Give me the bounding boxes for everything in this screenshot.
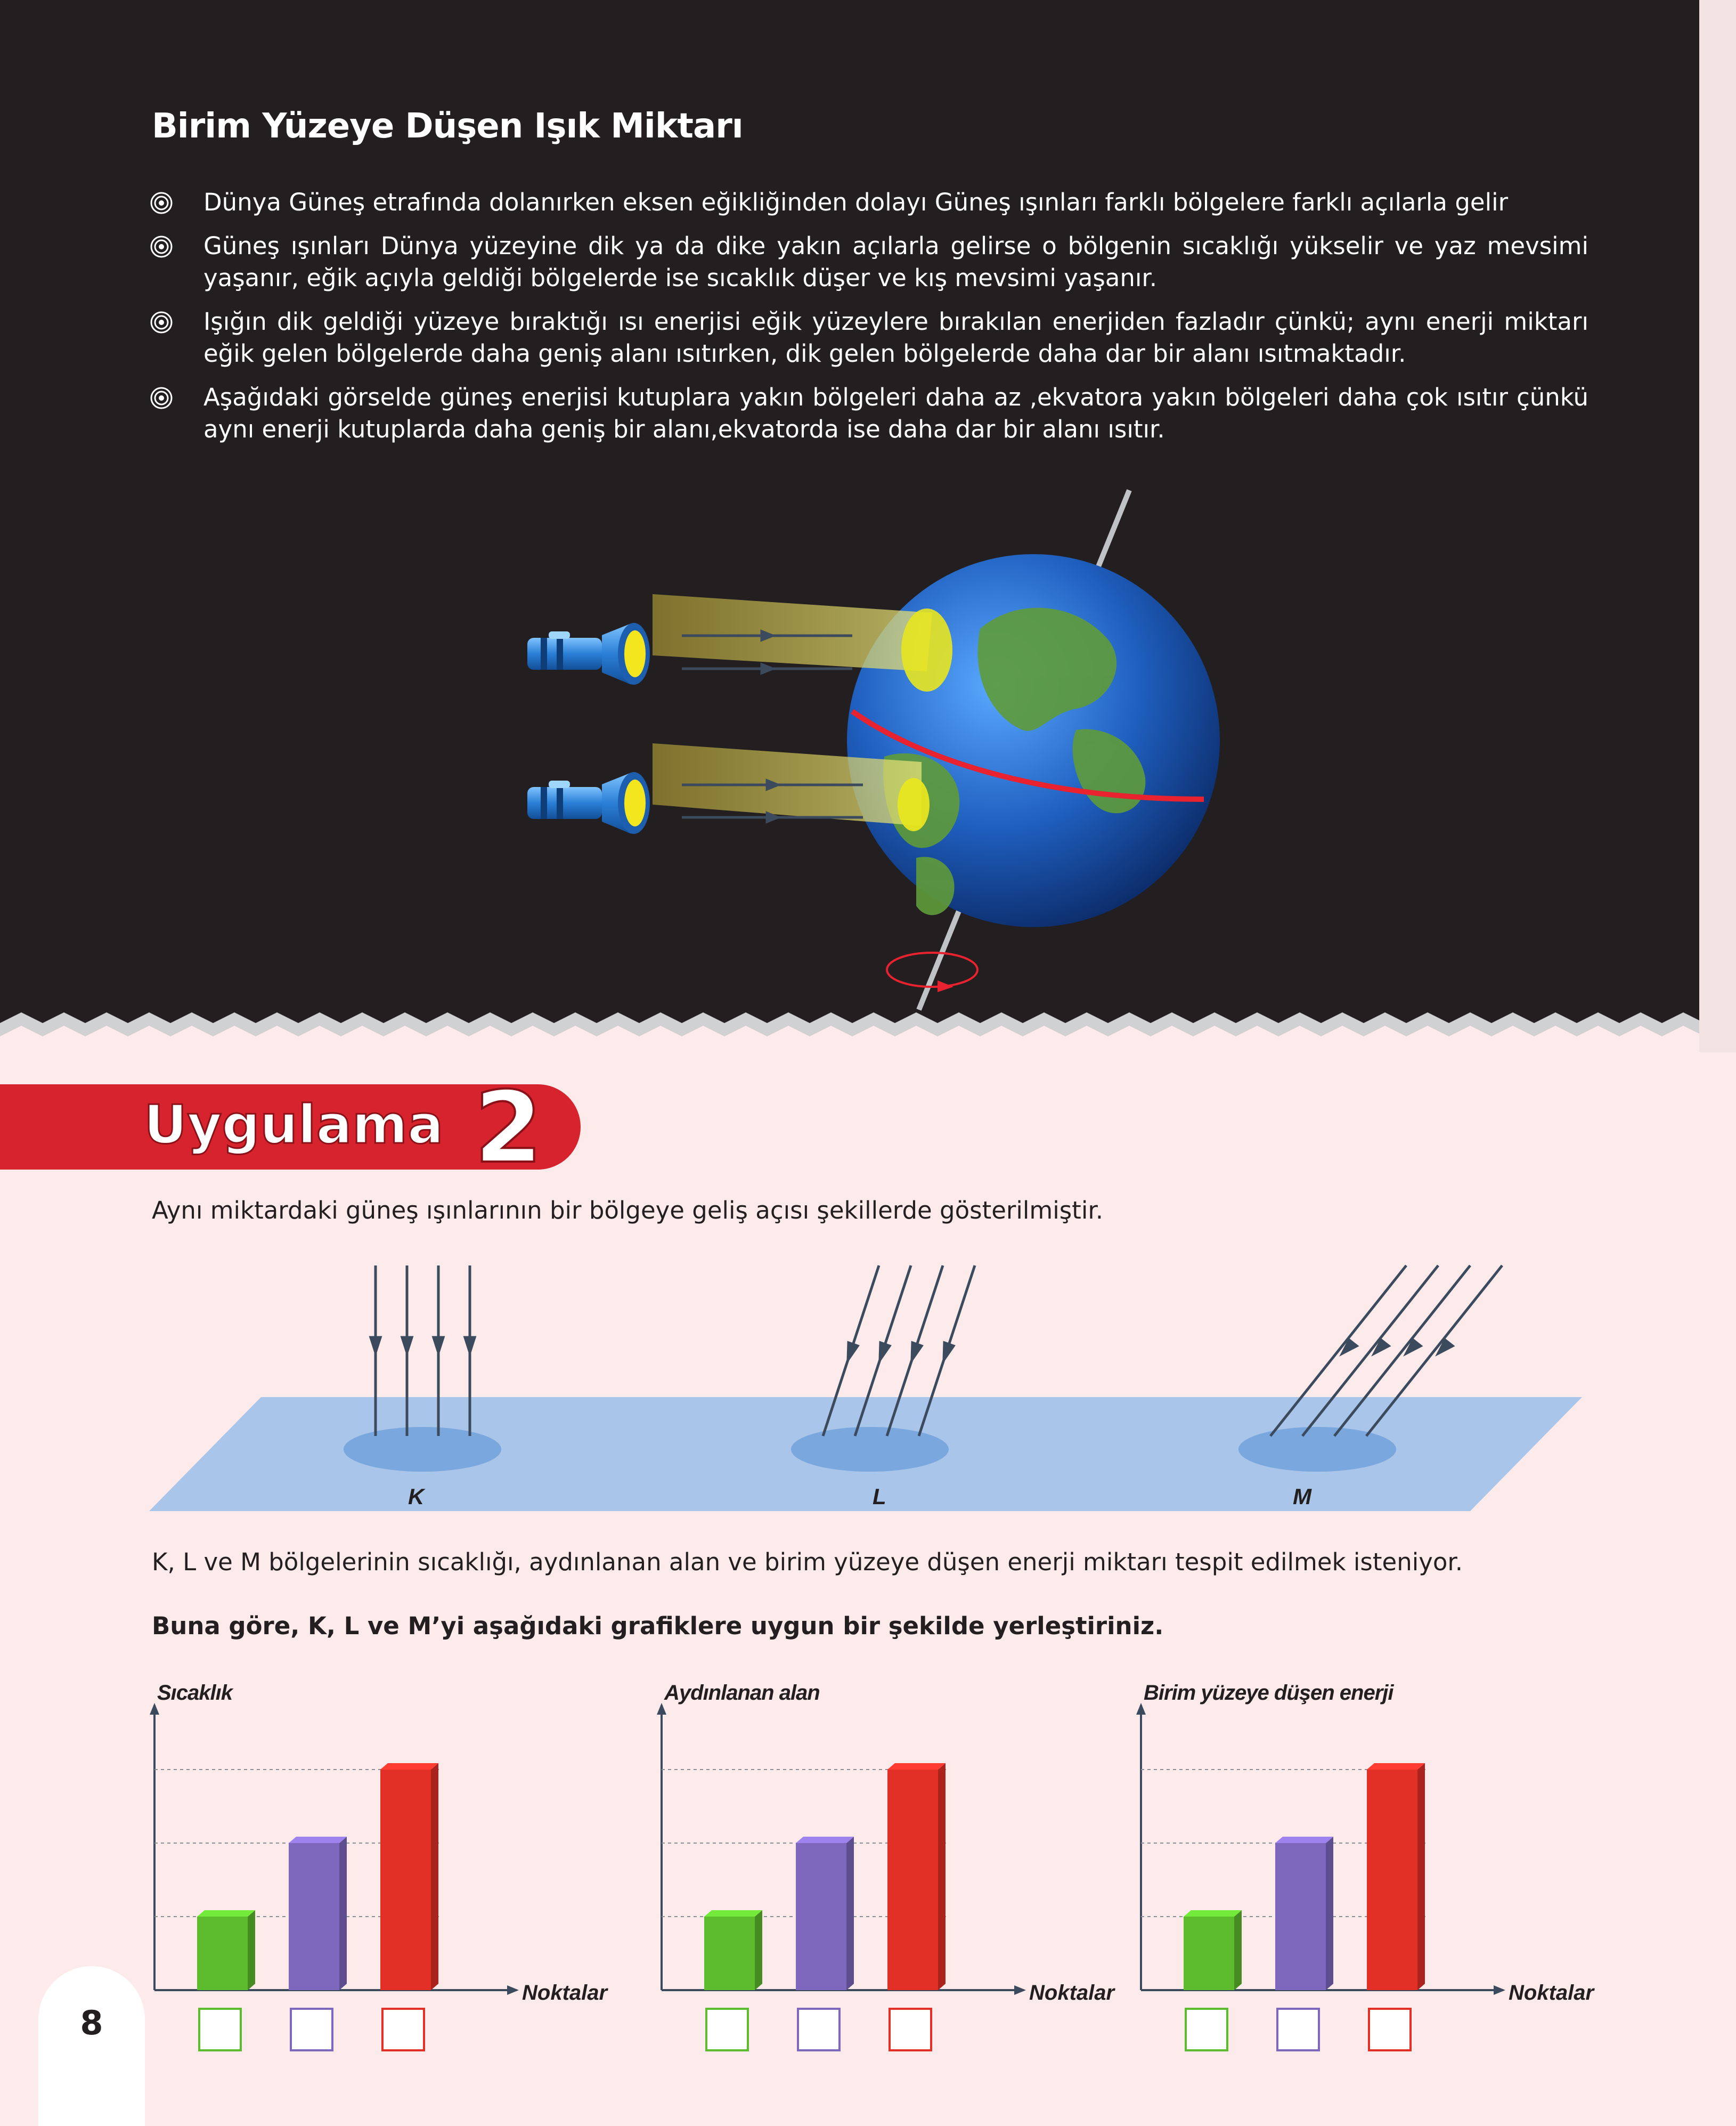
page-edge-strip [1699,0,1736,1052]
earth-flashlight-illustration [511,480,1257,1012]
bar-top [1367,1763,1425,1770]
bar-top [197,1910,255,1917]
bar-top [1275,1837,1333,1843]
bullet-item [150,186,1588,218]
bar-side [1417,1763,1425,1990]
application-banner [0,1082,613,1172]
chart-xlabel: Noktalar [1029,1981,1115,2005]
answer-box [1369,2009,1411,2050]
sun-rays-diagram [149,1257,1598,1524]
region-label-L: L [873,1484,886,1509]
chart-ylabel: Sıcaklık [157,1681,233,1705]
bullet-text: Işığın dik geldiği yüzeye bıraktığı ısı enerjisi eğik yüzeylere bırakılan enerjiden fazladır çünkü; aynı enerji miktarı eğik gelen bölgelerde daha geniş alanı ısıtırken, dik gelen bölgelerde daha dar bir alanı ısıtmaktadır. [203,307,1588,368]
chart-sicaklik [144,1673,608,2067]
section-title: Birim Yüzeye Düşen Işık Miktarı [152,107,743,146]
answer-box [890,2009,931,2050]
info-bullet-list [150,186,1588,457]
bar-side [339,1837,347,1990]
x-axis-arrow-icon [1014,1985,1026,1995]
bar [796,1843,846,1990]
x-axis-arrow-icon [1494,1985,1505,1995]
chart-xlabel: Noktalar [522,1981,608,2005]
bar-top [887,1763,946,1770]
chart-canvas [651,1673,1093,2067]
spot-K [344,1427,501,1472]
region-label-K: K [408,1484,425,1509]
bar [887,1770,938,1990]
bar-side [431,1763,438,1990]
bar-top [1184,1910,1242,1917]
application-number: 2 [474,1082,543,1172]
answer-box [199,2009,241,2050]
answer-box [382,2009,424,2050]
spiral-icon [150,311,173,334]
bar-top [289,1837,347,1843]
bullet-item [150,382,1588,445]
bar [1184,1917,1234,1990]
answer-box [1277,2009,1319,2050]
x-axis-arrow-icon [507,1985,519,1995]
spiral-icon [150,236,173,258]
question-text: K, L ve M bölgelerinin sıcaklığı, aydınlanan alan ve birim yüzeye düşen enerji miktarı tespit edilmek isteniyor. [152,1548,1463,1576]
bar [1367,1770,1417,1990]
answer-box [1186,2009,1227,2050]
bullet-item [150,230,1588,294]
chart-canvas [1130,1673,1572,2067]
chart-canvas [144,1673,586,2067]
answer-box [706,2009,748,2050]
bar [380,1770,431,1990]
spot-M [1238,1427,1396,1472]
zigzag-divider [0,1012,1699,1060]
flashlight-lower [527,772,650,834]
intro-text: Aynı miktardaki güneş ışınlarının bir bölgeye geliş açısı şekillerde gösterilmiştir. [152,1196,1104,1224]
page-number: 8 [80,2003,103,2042]
spiral-icon [150,192,173,214]
chart-xlabel: Noktalar [1509,1981,1594,2005]
light-spot-equator [898,778,930,831]
bar-side [248,1910,255,1990]
bullet-text: Dünya Güneş etrafında dolanırken eksen eğikliğinden dolayı Güneş ışınları farklı bölgelere farklı açılarla gelir [203,188,1509,216]
answer-box [798,2009,840,2050]
instruction-text: Buna göre, K, L ve M’yi aşağıdaki grafiklere uygun bir şekilde yerleştiriniz. [152,1612,1164,1640]
bar [197,1917,248,1990]
page-number-tab [38,1966,145,2126]
bullet-text: Aşağıdaki görselde güneş enerjisi kutuplara yakın bölgeleri daha az ,ekvatora yakın bölgeleri daha çok ısıtır çünkü aynı enerji kutuplarda daha geniş bir alanı,ekvatorda ise daha dar bir alanı ısıtır. [203,383,1588,443]
bar-top [796,1837,854,1843]
light-spot-polar [901,608,952,692]
bar-top [704,1910,762,1917]
bar-side [755,1910,762,1990]
bar-side [846,1837,854,1990]
region-label-M: M [1293,1484,1311,1509]
bar-top [380,1763,438,1770]
chart-ylabel: Birim yüzeye düşen enerji [1144,1681,1393,1705]
bar [1275,1843,1326,1990]
light-beam-upper [653,594,932,671]
bullet-item [150,306,1588,370]
bar [704,1917,755,1990]
bar [289,1843,339,1990]
bar-side [938,1763,946,1990]
chart-ylabel: Aydınlanan alan [664,1681,820,1705]
flashlight-upper [527,623,650,685]
answer-box [291,2009,332,2050]
bullet-text: Güneş ışınları Dünya yüzeyine dik ya da dike yakın açılarla gelirse o bölgenin sıcaklığı yükselir ve yaz mevsimi yaşanır, eğik açıyla geldiği bölgelerde ise sıcaklık düşer ve kış mevsimi yaşanır. [203,232,1588,292]
bar-side [1326,1837,1333,1990]
application-word: Uygulama [144,1093,444,1156]
spiral-icon [150,387,173,409]
spot-L [791,1427,949,1472]
chart-aydinlanan-alan [651,1673,1115,2067]
bar-side [1234,1910,1242,1990]
chart-birim-yuzey-enerji [1130,1673,1594,2067]
